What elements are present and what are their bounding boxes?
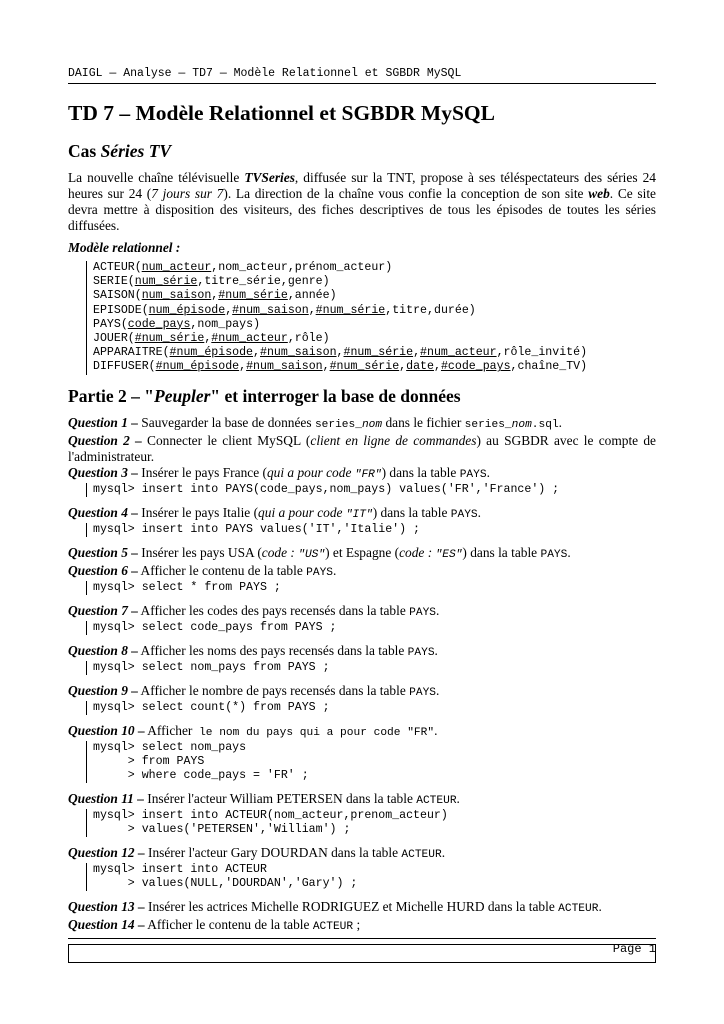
question-14: Question 14 – Afficher le contenu de la table ACTEUR ;	[68, 916, 361, 933]
question-10: Question 10 – Afficher le nom du pays qui a pour code "FR".	[68, 722, 438, 739]
question-3: Question 3 – Insérer le pays France (qui a pour code "FR") dans la table PAYS.	[68, 464, 490, 481]
schema-line: ACTEUR(num_acteur,nom_acteur,prénom_acteur)	[93, 261, 393, 274]
code-block: mysql> select count(*) from PAYS ;	[86, 701, 656, 715]
question-4: Question 4 – Insérer le pays Italie (qui a pour code "IT") dans la table PAYS.	[68, 504, 481, 521]
question-8: Question 8 – Afficher les noms des pays recensés dans la table PAYS.	[68, 642, 438, 659]
intro-paragraph: La nouvelle chaîne télévisuelle TVSeries, diffusée sur la TNT, propose à ses téléspectateurs des séries 24 heures sur 24 (7 jours sur 7). La direction de la chaîne vous confie la conception de son site web. Ce site devra mettre à disposition des visiteurs, des fiches descriptives de tous les épisodes de toutes les séries diffusées.	[68, 170, 656, 233]
code-block: mysql> select nom_pays > from PAYS > where code_pays = 'FR' ;	[86, 741, 656, 783]
code-block: mysql> insert into ACTEUR > values(NULL,'DOURDAN','Gary') ;	[86, 863, 656, 891]
code-block: mysql> insert into ACTEUR(nom_acteur,prenom_acteur) > values('PETERSEN','William') ;	[86, 809, 656, 837]
code-block: mysql> select code_pays from PAYS ;	[86, 621, 656, 635]
relational-schema	[86, 261, 656, 375]
schema-line: SAISON(num_saison,#num_série,année)	[93, 289, 337, 303]
question-9: Question 9 – Afficher le nombre de pays recensés dans la table PAYS.	[68, 682, 440, 699]
page-title: TD 7 – Modèle Relationnel et SGBDR MySQL	[68, 101, 495, 125]
code-block: mysql> insert into PAYS(code_pays,nom_pays) values('FR','France') ;	[86, 483, 656, 497]
question-2: Question 2 – Connecter le client MySQL (client en ligne de commandes) au SGBDR avec le compte de l'administrateur.	[68, 432, 657, 464]
code-block: mysql> select nom_pays from PAYS ;	[86, 661, 656, 675]
part2-heading: Partie 2 – "Peupler" et interroger la base de données	[68, 385, 461, 406]
schema-line: JOUER(#num_série,#num_acteur,rôle)	[93, 332, 330, 346]
question-6: Question 6 – Afficher le contenu de la table PAYS.	[68, 562, 337, 579]
question-1: Question 1 – Sauvegarder la base de données series_nom dans le fichier series_nom.sql.	[68, 414, 563, 431]
page-footer	[68, 938, 656, 956]
document-body	[68, 100, 656, 963]
model-heading: Modèle relationnel :	[68, 240, 181, 255]
schema-line: DIFFUSER(#num_épisode,#num_saison,#num_série,date,#code_pays,chaîne_TV)	[93, 360, 588, 374]
schema-line: EPISODE(num_épisode,#num_saison,#num_série,titre,durée)	[93, 303, 476, 317]
question-5: Question 5 – Insérer les pays USA (code : "US") et Espagne (code : "ES") dans la table PAYS.	[68, 544, 571, 561]
page-header: DAIGL — Analyse — TD7 — Modèle Relationnel et SGBDR MySQL	[68, 67, 656, 84]
question-11: Question 11 – Insérer l'acteur William PETERSEN dans la table ACTEUR.	[68, 790, 460, 807]
case-heading: Cas Séries TV	[68, 141, 172, 161]
schema-line: PAYS(code_pays,nom_pays)	[93, 317, 261, 331]
answer-box[interactable]	[68, 944, 656, 963]
code-block: mysql> select * from PAYS ;	[86, 581, 656, 595]
case-name: Séries TV	[100, 141, 172, 161]
question-12: Question 12 – Insérer l'acteur Gary DOURDAN dans la table ACTEUR.	[68, 844, 446, 861]
question-7: Question 7 – Afficher les codes des pays recensés dans la table PAYS.	[68, 602, 440, 619]
schema-line: APPARAITRE(#num_épisode,#num_saison,#num_série,#num_acteur,rôle_invité)	[93, 346, 588, 360]
question-13: Question 13 – Insérer les actrices Michelle RODRIGUEZ et Michelle HURD dans la table ACTEUR.	[68, 898, 602, 915]
page-number: Page 1	[612, 942, 656, 956]
schema-line: SERIE(num_série,titre_série,genre)	[93, 275, 330, 289]
code-block: mysql> insert into PAYS values('IT','Italie') ;	[86, 523, 656, 537]
